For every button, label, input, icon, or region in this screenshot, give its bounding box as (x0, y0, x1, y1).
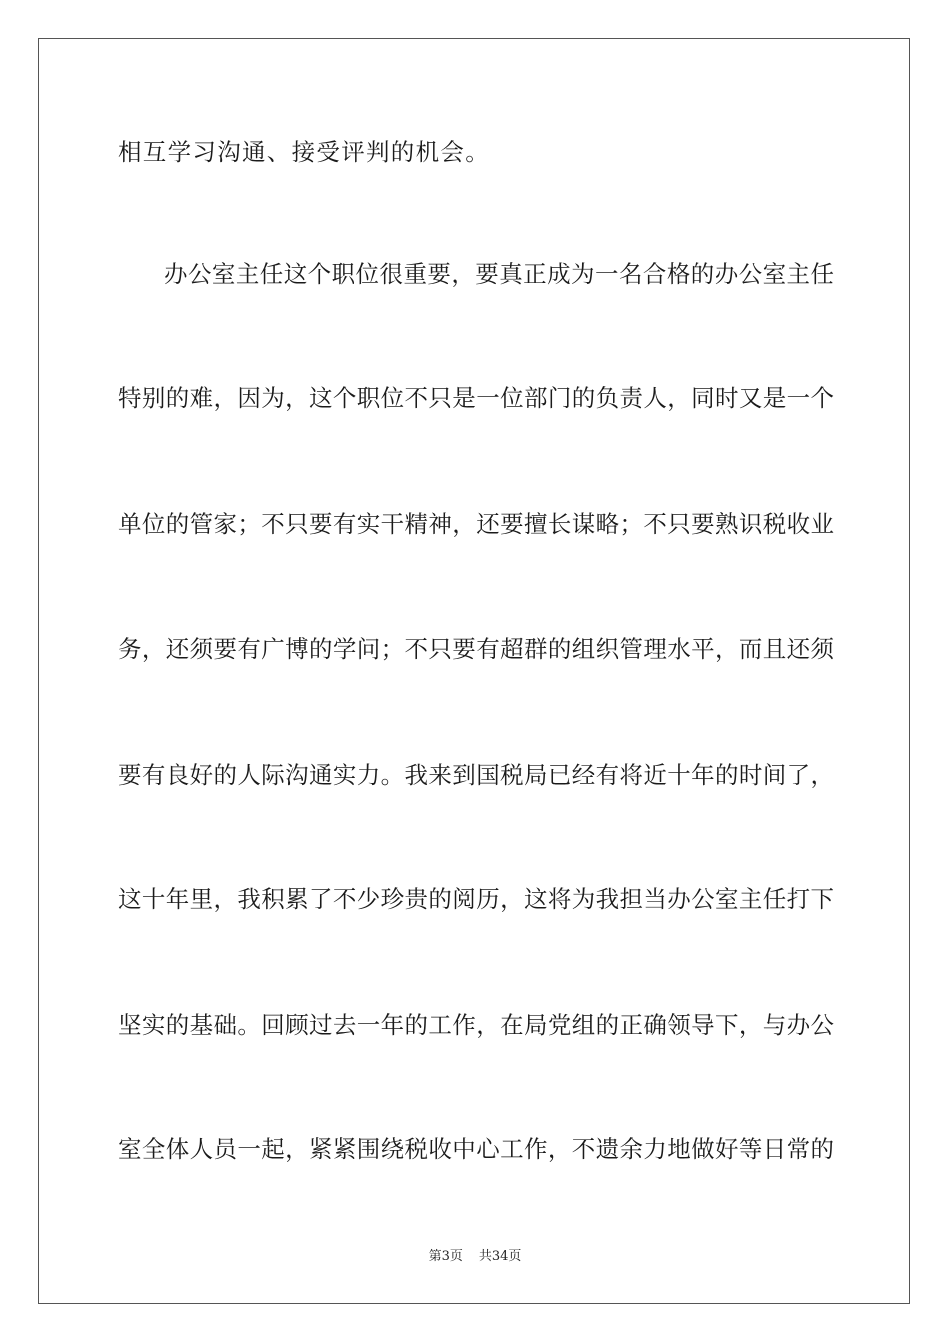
paragraph-line-8: 坚实的基础。回顾过去一年的工作，在局党组的正确领导下，与办公 (118, 1011, 834, 1039)
paragraph-line-4: 单位的管家；不只要有实干精神，还要擅长谋略；不只要熟识税收业 (118, 510, 834, 538)
page-footer (0, 1248, 950, 1266)
paragraph-line-9: 室全体人员一起，紧紧围绕税收中心工作，不遗余力地做好等日常的 (118, 1135, 834, 1163)
paragraph-line-1: 相互学习沟通、接受评判的机会。 (118, 138, 490, 166)
page-number-total: 共34页 (478, 1249, 522, 1264)
paragraph-line-5: 务，还须要有广博的学问；不只要有超群的组织管理水平，而且还须 (118, 635, 834, 663)
page-number-current: 第3页 (428, 1249, 463, 1264)
paragraph-line-6: 要有良好的人际沟通实力。我来到国税局已经有将近十年的时间了， (118, 761, 834, 789)
paragraph-line-2: 办公室主任这个职位很重要，要真正成为一名合格的办公室主任 (164, 260, 834, 288)
page-border (38, 38, 910, 1304)
paragraph-line-7: 这十年里，我积累了不少珍贵的阅历，这将为我担当办公室主任打下 (118, 885, 834, 913)
paragraph-line-3: 特别的难，因为，这个职位不只是一位部门的负责人，同时又是一个 (118, 384, 834, 412)
